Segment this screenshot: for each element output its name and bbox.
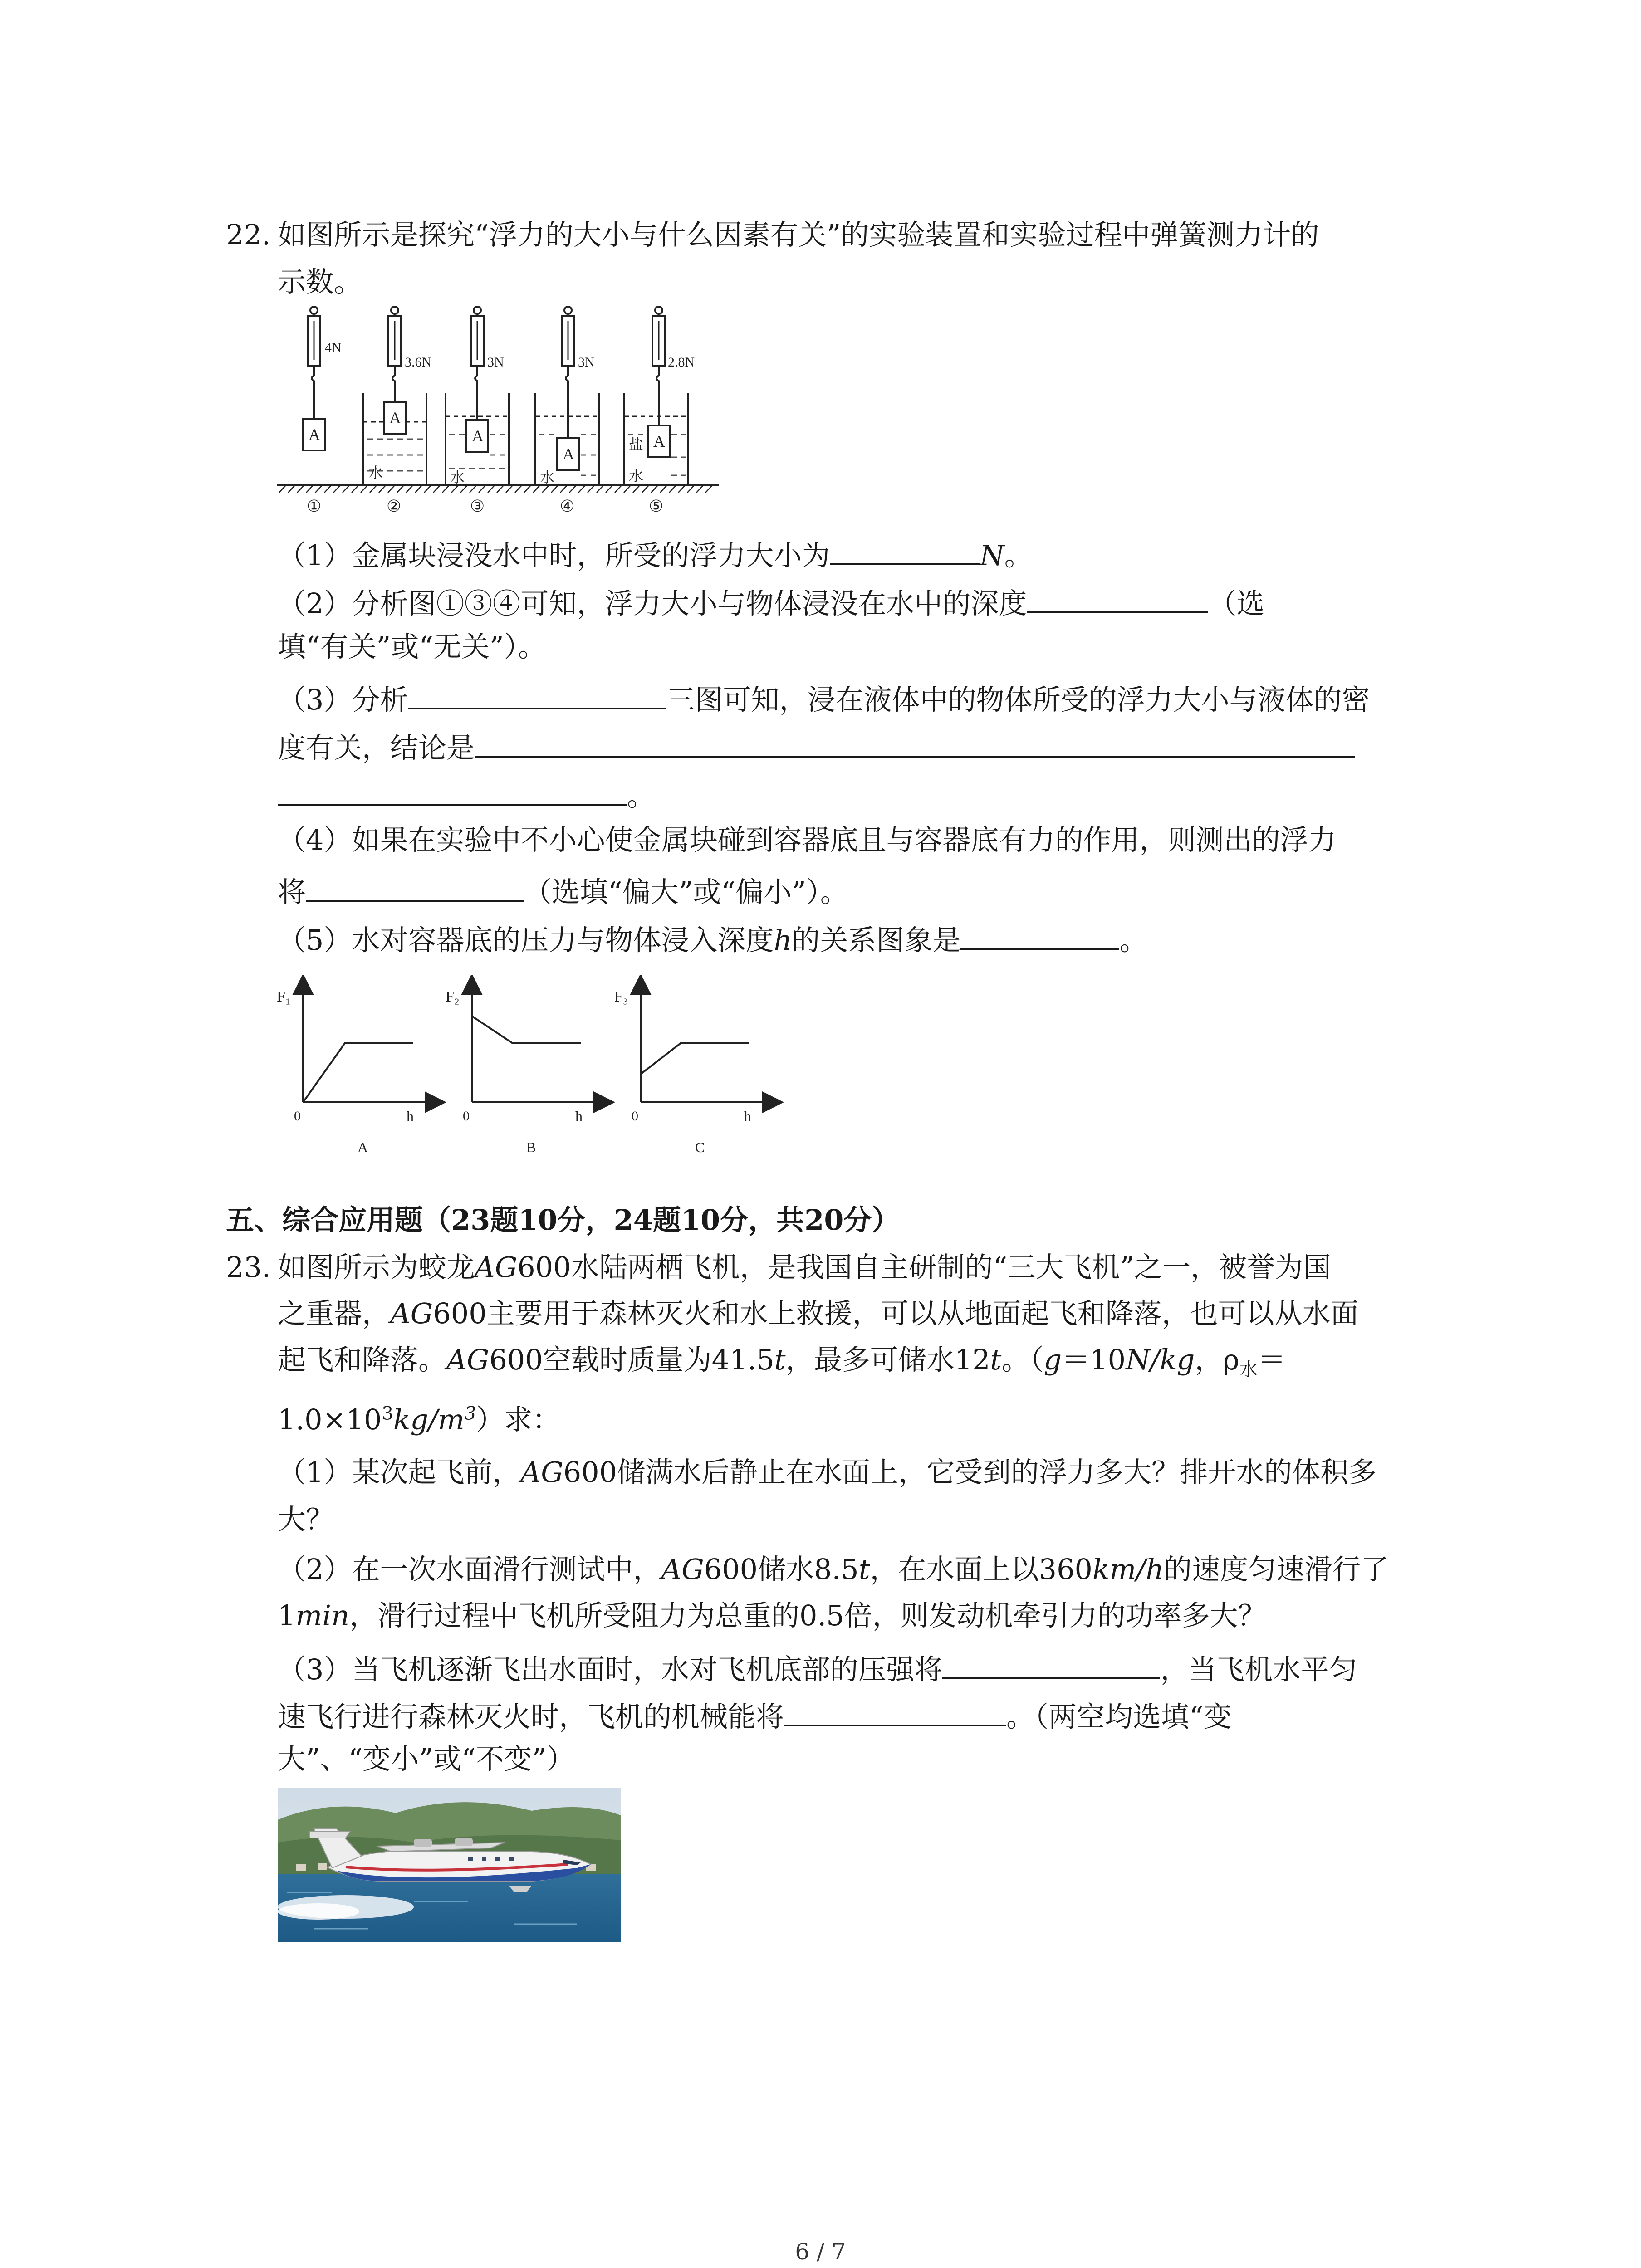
q22-part4-line2: 将 （选填“偏大”或“偏小”）。 xyxy=(278,870,848,910)
answer-blank-4[interactable] xyxy=(306,870,524,902)
fig-label-3: ③ xyxy=(470,497,485,515)
graph-a-xlabel: h xyxy=(407,1108,414,1124)
q22-options-graphs xyxy=(272,975,798,1157)
q22-part2-line1: （2）分析图①③④可知，浮力大小与物体浸没在水中的深度 （选 xyxy=(278,582,1264,622)
answer-blank-2[interactable] xyxy=(1027,582,1208,613)
graph-b-ylabel: F₂ xyxy=(446,988,460,1005)
reading-5: 2.8N xyxy=(668,355,695,370)
graph-a-caption: A xyxy=(358,1139,368,1155)
reading-2: 3.6N xyxy=(405,355,432,370)
answer-blank-23a[interactable] xyxy=(942,1647,1160,1679)
fig-label-5: ⑤ xyxy=(649,497,664,515)
fig-label-2: ② xyxy=(387,497,402,515)
fig-label-4: ④ xyxy=(560,497,575,515)
salt-label-5: 盐 xyxy=(629,436,644,452)
graph-b-curve xyxy=(472,1016,581,1043)
graph-a-ylabel: F₁ xyxy=(277,988,291,1005)
graph-c-ylabel: F₃ xyxy=(614,988,628,1005)
q23-part3-line2: 速飞行进行森林灭火时，飞机的机械能将 。（两空均选填“变 xyxy=(278,1695,1232,1735)
answer-blank-3b[interactable] xyxy=(475,726,1355,758)
q23-line2: 之重器，AG600主要用于森林灭火和水上救援，可以从地面起飞和降落，也可以从水面 xyxy=(278,1297,1359,1330)
graph-b-xlabel: h xyxy=(575,1108,583,1124)
answer-blank-5[interactable] xyxy=(960,918,1119,950)
q23-part3-line1: （3）当飞机逐渐飞出水面时，水对飞机底部的压强将 ，当飞机水平匀 xyxy=(278,1647,1357,1688)
answer-blank-3a[interactable] xyxy=(408,678,666,709)
q22-part3-line2: 度有关，结论是 xyxy=(278,726,1355,766)
block-label-3: A xyxy=(472,427,484,445)
water-label-3: 水 xyxy=(450,469,465,485)
block-label-5: A xyxy=(653,432,665,450)
q22-part4-line1: （4）如果在实验中不小心使金属块碰到容器底且与容器底有力的作用，则测出的浮力 xyxy=(278,823,1337,856)
water-label-2: 水 xyxy=(368,464,383,481)
q22-part2-line2: 填“有关”或“无关”）。 xyxy=(278,630,546,663)
q22-part5: （5）水对容器底的压力与物体浸入深度h的关系图象是 。 xyxy=(278,918,1147,958)
fig-label-1: ① xyxy=(307,497,322,515)
q23-part2-line2: 1min，滑行过程中飞机所受阻力为总重的0.5倍，则发动机牵引力的功率多大？ xyxy=(278,1599,1266,1632)
block-label-4: A xyxy=(563,445,574,463)
q22-stem-line1: 如图所示是探究“浮力的大小与什么因素有关”的实验装置和实验过程中弹簧测力计的 xyxy=(278,218,1319,251)
graph-b-origin: 0 xyxy=(463,1109,470,1124)
reading-1: 4N xyxy=(325,340,342,355)
graph-c-xlabel: h xyxy=(744,1108,751,1124)
q23-part2-line1: （2）在一次水面滑行测试中，AG600储水8.5t，在水面上以360km/h的速度匀速滑行了 xyxy=(278,1553,1389,1586)
reading-3: 3N xyxy=(487,355,504,370)
graph-b-caption: B xyxy=(526,1139,536,1155)
q22-part3-line3: 。 xyxy=(278,774,655,814)
q23-line3: 起飞和降落。AG600空载时质量为41.5t，最多可储水12t。（g＝10N/kg，$\rho_水=$ xyxy=(278,1343,1286,1380)
q22-number: 22. xyxy=(226,218,271,251)
q23-line4: $1.0\times 10^3kg/m^3$）求： xyxy=(278,1403,561,1436)
block-label-2: A xyxy=(389,409,401,427)
q23-part1-line2: 大？ xyxy=(278,1503,334,1536)
graph-c-caption: C xyxy=(695,1139,705,1155)
water-label-5: 水 xyxy=(629,468,644,484)
page-number: 6 / 7 xyxy=(795,2239,846,2265)
answer-blank-3c[interactable] xyxy=(278,774,627,806)
q23-line1: 如图所示为蛟龙AG600水陆两栖飞机，是我国自主研制的“三大飞机”之一，被誉为国 xyxy=(278,1251,1332,1284)
q22-stem-line2: 示数。 xyxy=(278,265,362,298)
q23-part1-line1: （1）某次起飞前，AG600储满水后静止在水面上，它受到的浮力多大？排开水的体积多 xyxy=(278,1456,1377,1489)
answer-blank-1[interactable] xyxy=(830,533,980,565)
seaplane-photo xyxy=(278,1788,621,1942)
reading-4: 3N xyxy=(578,355,595,370)
section-5-heading: 五、综合应用题（23题10分，24题10分，共20分） xyxy=(226,1203,900,1237)
graph-a-origin: 0 xyxy=(294,1109,301,1124)
answer-blank-23b[interactable] xyxy=(784,1695,1006,1726)
q22-apparatus-figure xyxy=(272,303,726,516)
seaplane-illustration xyxy=(278,1788,621,1942)
graph-c-origin: 0 xyxy=(632,1109,638,1124)
q23-number: 23. xyxy=(226,1251,271,1284)
block-label-1: A xyxy=(309,425,320,444)
graph-a-curve xyxy=(303,1043,413,1102)
graph-c-curve xyxy=(641,1043,749,1074)
q22-part1: （1）金属块浸没水中时，所受的浮力大小为 N。 xyxy=(278,533,1033,574)
water-label-4: 水 xyxy=(540,469,555,485)
q23-part3-line3: 大”、“变小”或“不变”） xyxy=(278,1742,575,1775)
q22-part3-line1: （3）分析 三图可知，浸在液体中的物体所受的浮力大小与液体的密 xyxy=(278,678,1370,718)
